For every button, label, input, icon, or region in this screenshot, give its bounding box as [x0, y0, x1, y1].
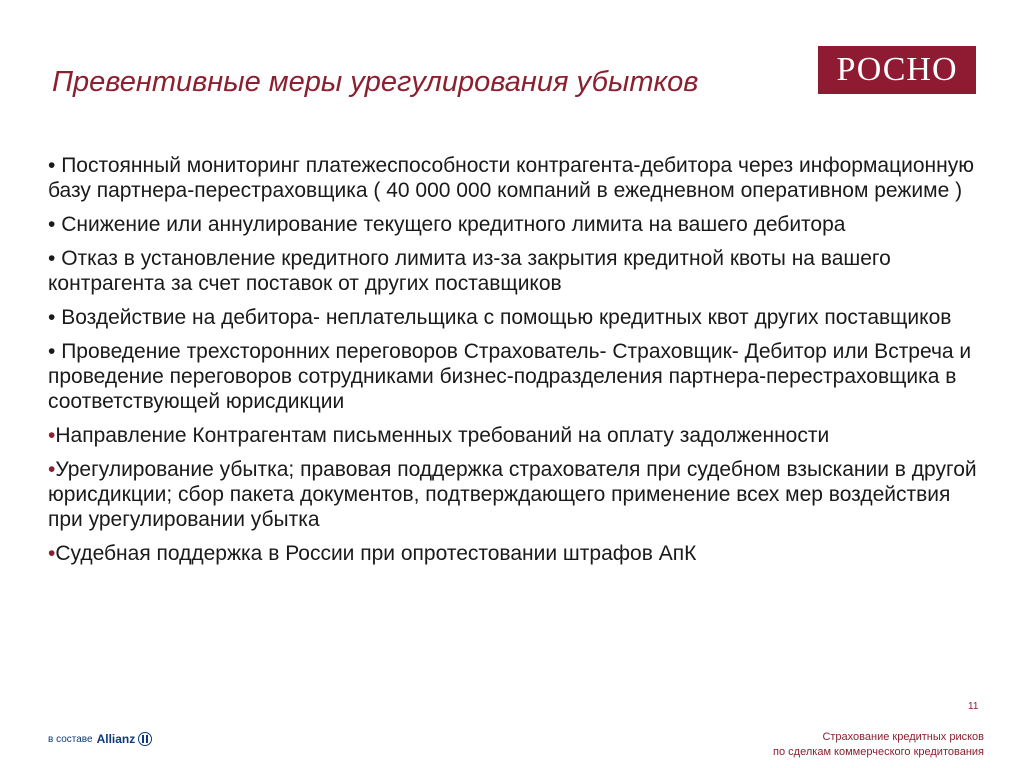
allianz-prefix: в составе — [48, 733, 93, 745]
allianz-logo — [48, 730, 152, 748]
bullet-marker: • — [48, 306, 56, 329]
bullet-text: Снижение или аннулирование текущего кредитного лимита на вашего дебитора — [61, 213, 846, 236]
footer-line-1: Страхование кредитных рисков — [822, 731, 984, 743]
bullet-item — [48, 305, 988, 330]
bullet-item — [48, 541, 988, 566]
slide-title: Превентивные меры урегулирования убытков — [52, 66, 699, 98]
bullet-marker: • — [48, 424, 56, 447]
bullet-marker: • — [48, 340, 56, 363]
bullet-marker: • — [48, 213, 56, 236]
bullet-text: Постоянный мониторинг платежеспособности контрагента-дебитора через информационную базу партнера-перестраховщика ( 40 000 000 компаний в ежедневном оперативном режиме ) — [48, 154, 974, 202]
rosno-logo: РОСНО — [818, 46, 976, 94]
bullet-marker: • — [48, 154, 56, 177]
bullet-item — [48, 457, 988, 532]
bullet-text: Направление Контрагентам письменных требований на оплату задолженности — [55, 424, 830, 447]
bullet-item — [48, 246, 988, 296]
bullet-marker: • — [48, 458, 56, 481]
footer-line-2: по сделкам коммерческого кредитования — [773, 746, 984, 758]
allianz-emblem-icon — [138, 732, 152, 746]
allianz-brand: Allianz — [96, 732, 136, 746]
bullet-item — [48, 423, 988, 448]
bullet-text: Воздействие на дебитора- неплательщика с помощью кредитных квот других поставщиков — [61, 306, 952, 329]
page-number: 11 — [968, 701, 979, 712]
bullet-text: Отказ в установление кредитного лимита из-за закрытия кредитной квоты на вашего контрагента за счет поставок от других поставщиков — [48, 247, 891, 295]
bullet-item — [48, 212, 988, 237]
bullet-marker: • — [48, 247, 56, 270]
bullet-marker: • — [48, 542, 56, 565]
footer-caption — [664, 730, 984, 760]
bullet-text: Проведение трехсторонних переговоров Страхователь- Страховщик- Дебитор или Встреча и проведение переговоров сотрудниками бизнес-подразделения партнера-перестраховщика в соответствующей юрисдикции — [48, 340, 972, 413]
bullet-text: Урегулирование убытка; правовая поддержка страхователя при судебном взыскании в другой юрисдикции; сбор пакета документов, подтверждающего применение всех мер воздействия при урегулировании убытка — [48, 458, 977, 531]
bullet-item — [48, 339, 988, 414]
bullet-text: Судебная поддержка в России при опротестовании штрафов АпК — [55, 542, 697, 565]
bullet-item — [48, 153, 988, 203]
bullet-list — [48, 153, 988, 575]
